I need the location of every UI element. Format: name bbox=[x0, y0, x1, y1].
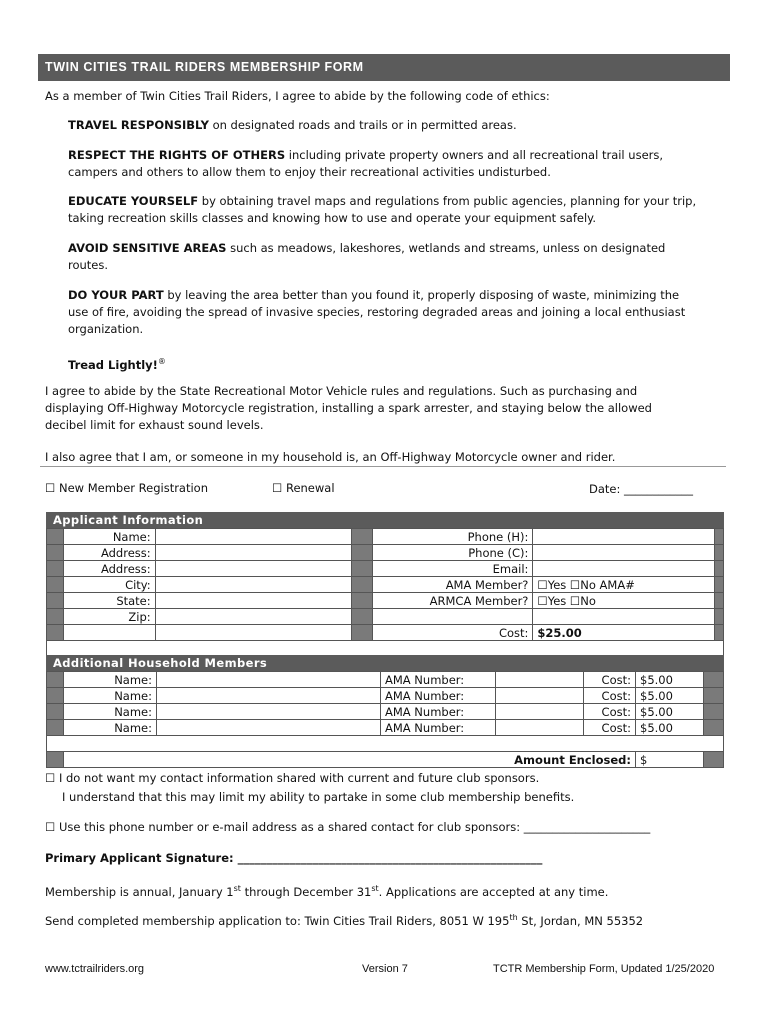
gutter-cell bbox=[351, 545, 373, 561]
ethics-item bbox=[68, 147, 728, 181]
agree-line: decibel limit for exhaust sound levels. bbox=[45, 418, 264, 432]
applicant-label: Address: bbox=[63, 561, 155, 577]
cost-value: $5.00 bbox=[636, 704, 704, 720]
ethics-line bbox=[68, 304, 728, 321]
intro-text: As a member of Twin Cities Trail Riders, I agree to abide by the following code of ethics: bbox=[45, 89, 550, 103]
member-name-label: Name: bbox=[64, 720, 157, 736]
ethics-item bbox=[68, 117, 728, 134]
ethics-line bbox=[68, 240, 728, 257]
gutter-cell bbox=[47, 720, 64, 736]
date-field[interactable]: Date: ____________ bbox=[589, 482, 694, 496]
applicant-label: Name: bbox=[63, 529, 155, 545]
gutter-cell bbox=[351, 577, 373, 593]
cost-value: $5.00 bbox=[636, 672, 704, 688]
gutter-cell bbox=[47, 545, 64, 561]
ethics-line bbox=[68, 193, 728, 210]
ethics-text: taking recreation skills classes and knowing how to use and operate your equipment safely. bbox=[68, 211, 596, 225]
ethics-text: including private property owners and all recreational trail users, bbox=[285, 148, 664, 162]
tread-lightly: Tread Lightly!® bbox=[68, 357, 166, 372]
gutter-cell bbox=[47, 561, 64, 577]
amount-enclosed-label: Amount Enclosed: bbox=[64, 752, 636, 768]
gutter-cell bbox=[47, 577, 64, 593]
new-member-checkbox[interactable]: ☐ New Member Registration bbox=[45, 481, 209, 495]
ethics-key: EDUCATE YOURSELF bbox=[68, 194, 199, 208]
gutter-cell bbox=[47, 625, 64, 641]
gutter-cell bbox=[47, 529, 64, 545]
household-table bbox=[46, 671, 724, 768]
gutter-cell bbox=[351, 593, 373, 609]
gutter-cell bbox=[351, 561, 373, 577]
applicant-input[interactable] bbox=[155, 561, 351, 577]
ethics-line bbox=[68, 321, 728, 338]
ama-number-input[interactable] bbox=[496, 688, 584, 704]
member-name-input[interactable] bbox=[157, 688, 381, 704]
ethics-item bbox=[68, 240, 728, 274]
ama-number-input[interactable] bbox=[496, 704, 584, 720]
member-name-label: Name: bbox=[64, 688, 157, 704]
amount-enclosed-input[interactable]: $ bbox=[636, 752, 704, 768]
ethics-line bbox=[68, 117, 728, 134]
footer-form-name: TCTR Membership Form, Updated 1/25/2020 bbox=[493, 963, 715, 975]
cost-value: $5.00 bbox=[636, 688, 704, 704]
household-row bbox=[47, 672, 724, 688]
member-name-input[interactable] bbox=[157, 720, 381, 736]
no-share-checkbox[interactable]: ☐ I do not want my contact information shared with current and future club sponsors. bbox=[45, 771, 540, 785]
contact-input[interactable] bbox=[533, 561, 715, 577]
agree-owner-text: I also agree that I am, or someone in my household is, an Off-Highway Motorcycle owner and rider. bbox=[45, 450, 616, 464]
gutter-cell bbox=[715, 529, 724, 545]
renewal-checkbox[interactable]: ☐ Renewal bbox=[272, 481, 335, 495]
gutter-cell bbox=[704, 688, 724, 704]
ethics-text: organization. bbox=[68, 322, 144, 336]
spacer-cell bbox=[47, 736, 724, 752]
cost-label: Cost: bbox=[584, 672, 636, 688]
contact-label: Phone (C): bbox=[373, 545, 533, 561]
agree-line: displaying Off-Highway Motorcycle registration, installing a spark arrester, and staying below the allowed bbox=[45, 401, 652, 415]
gutter-cell bbox=[47, 593, 64, 609]
ethics-key: DO YOUR PART bbox=[68, 288, 164, 302]
gutter-cell bbox=[704, 752, 724, 768]
ethics-line bbox=[68, 210, 728, 227]
ethics-text: routes. bbox=[68, 258, 109, 272]
gutter-cell bbox=[715, 561, 724, 577]
contact-input[interactable]: ☐Yes ☐No bbox=[533, 593, 715, 609]
ethics-text: on designated roads and trails or in permitted areas. bbox=[208, 118, 517, 132]
applicant-input[interactable] bbox=[155, 545, 351, 561]
footer-version: Version 7 bbox=[362, 963, 408, 975]
gutter-cell bbox=[351, 529, 373, 545]
blank-cell bbox=[533, 609, 715, 625]
contact-label: ARMCA Member? bbox=[373, 593, 533, 609]
contact-label: Phone (H): bbox=[373, 529, 533, 545]
agree-line: I agree to abide by the State Recreational Motor Vehicle rules and regulations. Such as purchasing and bbox=[45, 384, 638, 398]
household-heading: Additional Household Members bbox=[46, 655, 724, 671]
household-row bbox=[47, 704, 724, 720]
applicant-input[interactable] bbox=[155, 609, 351, 625]
gutter-cell bbox=[47, 752, 64, 768]
ethics-text: use of fire, avoiding the spread of invasive species, restoring degraded areas and joining a local enthusiast bbox=[68, 305, 686, 319]
applicant-label: Zip: bbox=[63, 609, 155, 625]
contact-input[interactable] bbox=[533, 529, 715, 545]
ethics-line bbox=[68, 164, 728, 181]
blank-cell bbox=[373, 609, 533, 625]
household-row bbox=[47, 720, 724, 736]
gutter-cell bbox=[715, 593, 724, 609]
household-row bbox=[47, 688, 724, 704]
ethics-key: AVOID SENSITIVE AREAS bbox=[68, 241, 227, 255]
applicant-input[interactable] bbox=[155, 593, 351, 609]
spacer-row bbox=[47, 736, 724, 752]
ethics-text: by leaving the area better than you found it, properly disposing of waste, minimizing the bbox=[163, 288, 680, 302]
applicant-input bbox=[155, 625, 351, 641]
gutter-cell bbox=[351, 609, 373, 625]
ethics-line bbox=[68, 147, 728, 164]
divider bbox=[40, 466, 726, 467]
applicant-row bbox=[47, 529, 724, 545]
applicant-label: Address: bbox=[63, 545, 155, 561]
cost-label: Cost: bbox=[584, 688, 636, 704]
applicant-heading: Applicant Information bbox=[46, 512, 724, 528]
cost-value: $5.00 bbox=[636, 720, 704, 736]
ethics-text: such as meadows, lakeshores, wetlands and streams, unless on designated bbox=[226, 241, 666, 255]
send-address-text: Send completed membership application to: Twin Cities Trail Riders, 8051 W 195th St, Jordan, MN 55352 bbox=[45, 913, 644, 928]
ethics-key: TRAVEL RESPONSIBLY bbox=[68, 118, 209, 132]
applicant-table bbox=[46, 528, 724, 657]
form-title: TWIN CITIES TRAIL RIDERS MEMBERSHIP FORM bbox=[38, 54, 730, 81]
gutter-cell bbox=[47, 672, 64, 688]
signature-line[interactable]: Primary Applicant Signature: _____________________________________________________ bbox=[45, 851, 543, 865]
cost-label: Cost: bbox=[584, 720, 636, 736]
amount-row bbox=[47, 752, 724, 768]
ama-number-label: AMA Number: bbox=[381, 720, 496, 736]
gutter-cell bbox=[47, 688, 64, 704]
ethics-line bbox=[68, 257, 728, 274]
cost-value: $25.00 bbox=[533, 625, 715, 641]
ethics-text: campers and others to allow them to enjoy their recreational activities undisturbed. bbox=[68, 165, 551, 179]
applicant-row bbox=[47, 577, 724, 593]
gutter-cell bbox=[47, 704, 64, 720]
agree-rules-text bbox=[45, 383, 652, 434]
member-name-input[interactable] bbox=[157, 672, 381, 688]
gutter-cell bbox=[704, 720, 724, 736]
gutter-cell bbox=[715, 577, 724, 593]
cost-label: Cost: bbox=[584, 704, 636, 720]
contact-input[interactable]: ☐Yes ☐No AMA# bbox=[533, 577, 715, 593]
gutter-cell bbox=[351, 625, 373, 641]
member-name-label: Name: bbox=[64, 704, 157, 720]
ama-number-input[interactable] bbox=[496, 720, 584, 736]
ama-number-label: AMA Number: bbox=[381, 672, 496, 688]
gutter-cell bbox=[715, 609, 724, 625]
no-share-note: I understand that this may limit my ability to partake in some club membership benefits. bbox=[62, 790, 575, 804]
ethics-item bbox=[68, 287, 728, 338]
membership-annual-text: Membership is annual, January 1st through December 31st. Applications are accepted at any time. bbox=[45, 884, 609, 899]
ethics-line bbox=[68, 287, 728, 304]
applicant-label bbox=[63, 625, 155, 641]
ethics-item bbox=[68, 193, 728, 227]
ethics-text: by obtaining travel maps and regulations from public agencies, planning for your trip, bbox=[198, 194, 697, 208]
applicant-row bbox=[47, 561, 724, 577]
ethics-key: RESPECT THE RIGHTS OF OTHERS bbox=[68, 148, 286, 162]
applicant-row bbox=[47, 625, 724, 641]
applicant-label: State: bbox=[63, 593, 155, 609]
applicant-row bbox=[47, 609, 724, 625]
applicant-row bbox=[47, 593, 724, 609]
contact-input[interactable] bbox=[533, 545, 715, 561]
gutter-cell bbox=[704, 704, 724, 720]
applicant-input[interactable] bbox=[155, 529, 351, 545]
ama-number-label: AMA Number: bbox=[381, 704, 496, 720]
gutter-cell bbox=[715, 545, 724, 561]
member-name-label: Name: bbox=[64, 672, 157, 688]
applicant-label: City: bbox=[63, 577, 155, 593]
ama-number-input[interactable] bbox=[496, 672, 584, 688]
contact-label: Email: bbox=[373, 561, 533, 577]
member-name-input[interactable] bbox=[157, 704, 381, 720]
gutter-cell bbox=[715, 625, 724, 641]
shared-contact-checkbox[interactable]: ☐ Use this phone number or e-mail address as a shared contact for club sponsors: ______________________ bbox=[45, 820, 651, 834]
cost-label: Cost: bbox=[373, 625, 533, 641]
contact-label: AMA Member? bbox=[373, 577, 533, 593]
gutter-cell bbox=[704, 672, 724, 688]
applicant-input[interactable] bbox=[155, 577, 351, 593]
applicant-row bbox=[47, 545, 724, 561]
ama-number-label: AMA Number: bbox=[381, 688, 496, 704]
footer-url[interactable]: www.tctrailriders.org bbox=[45, 963, 145, 975]
gutter-cell bbox=[47, 609, 64, 625]
